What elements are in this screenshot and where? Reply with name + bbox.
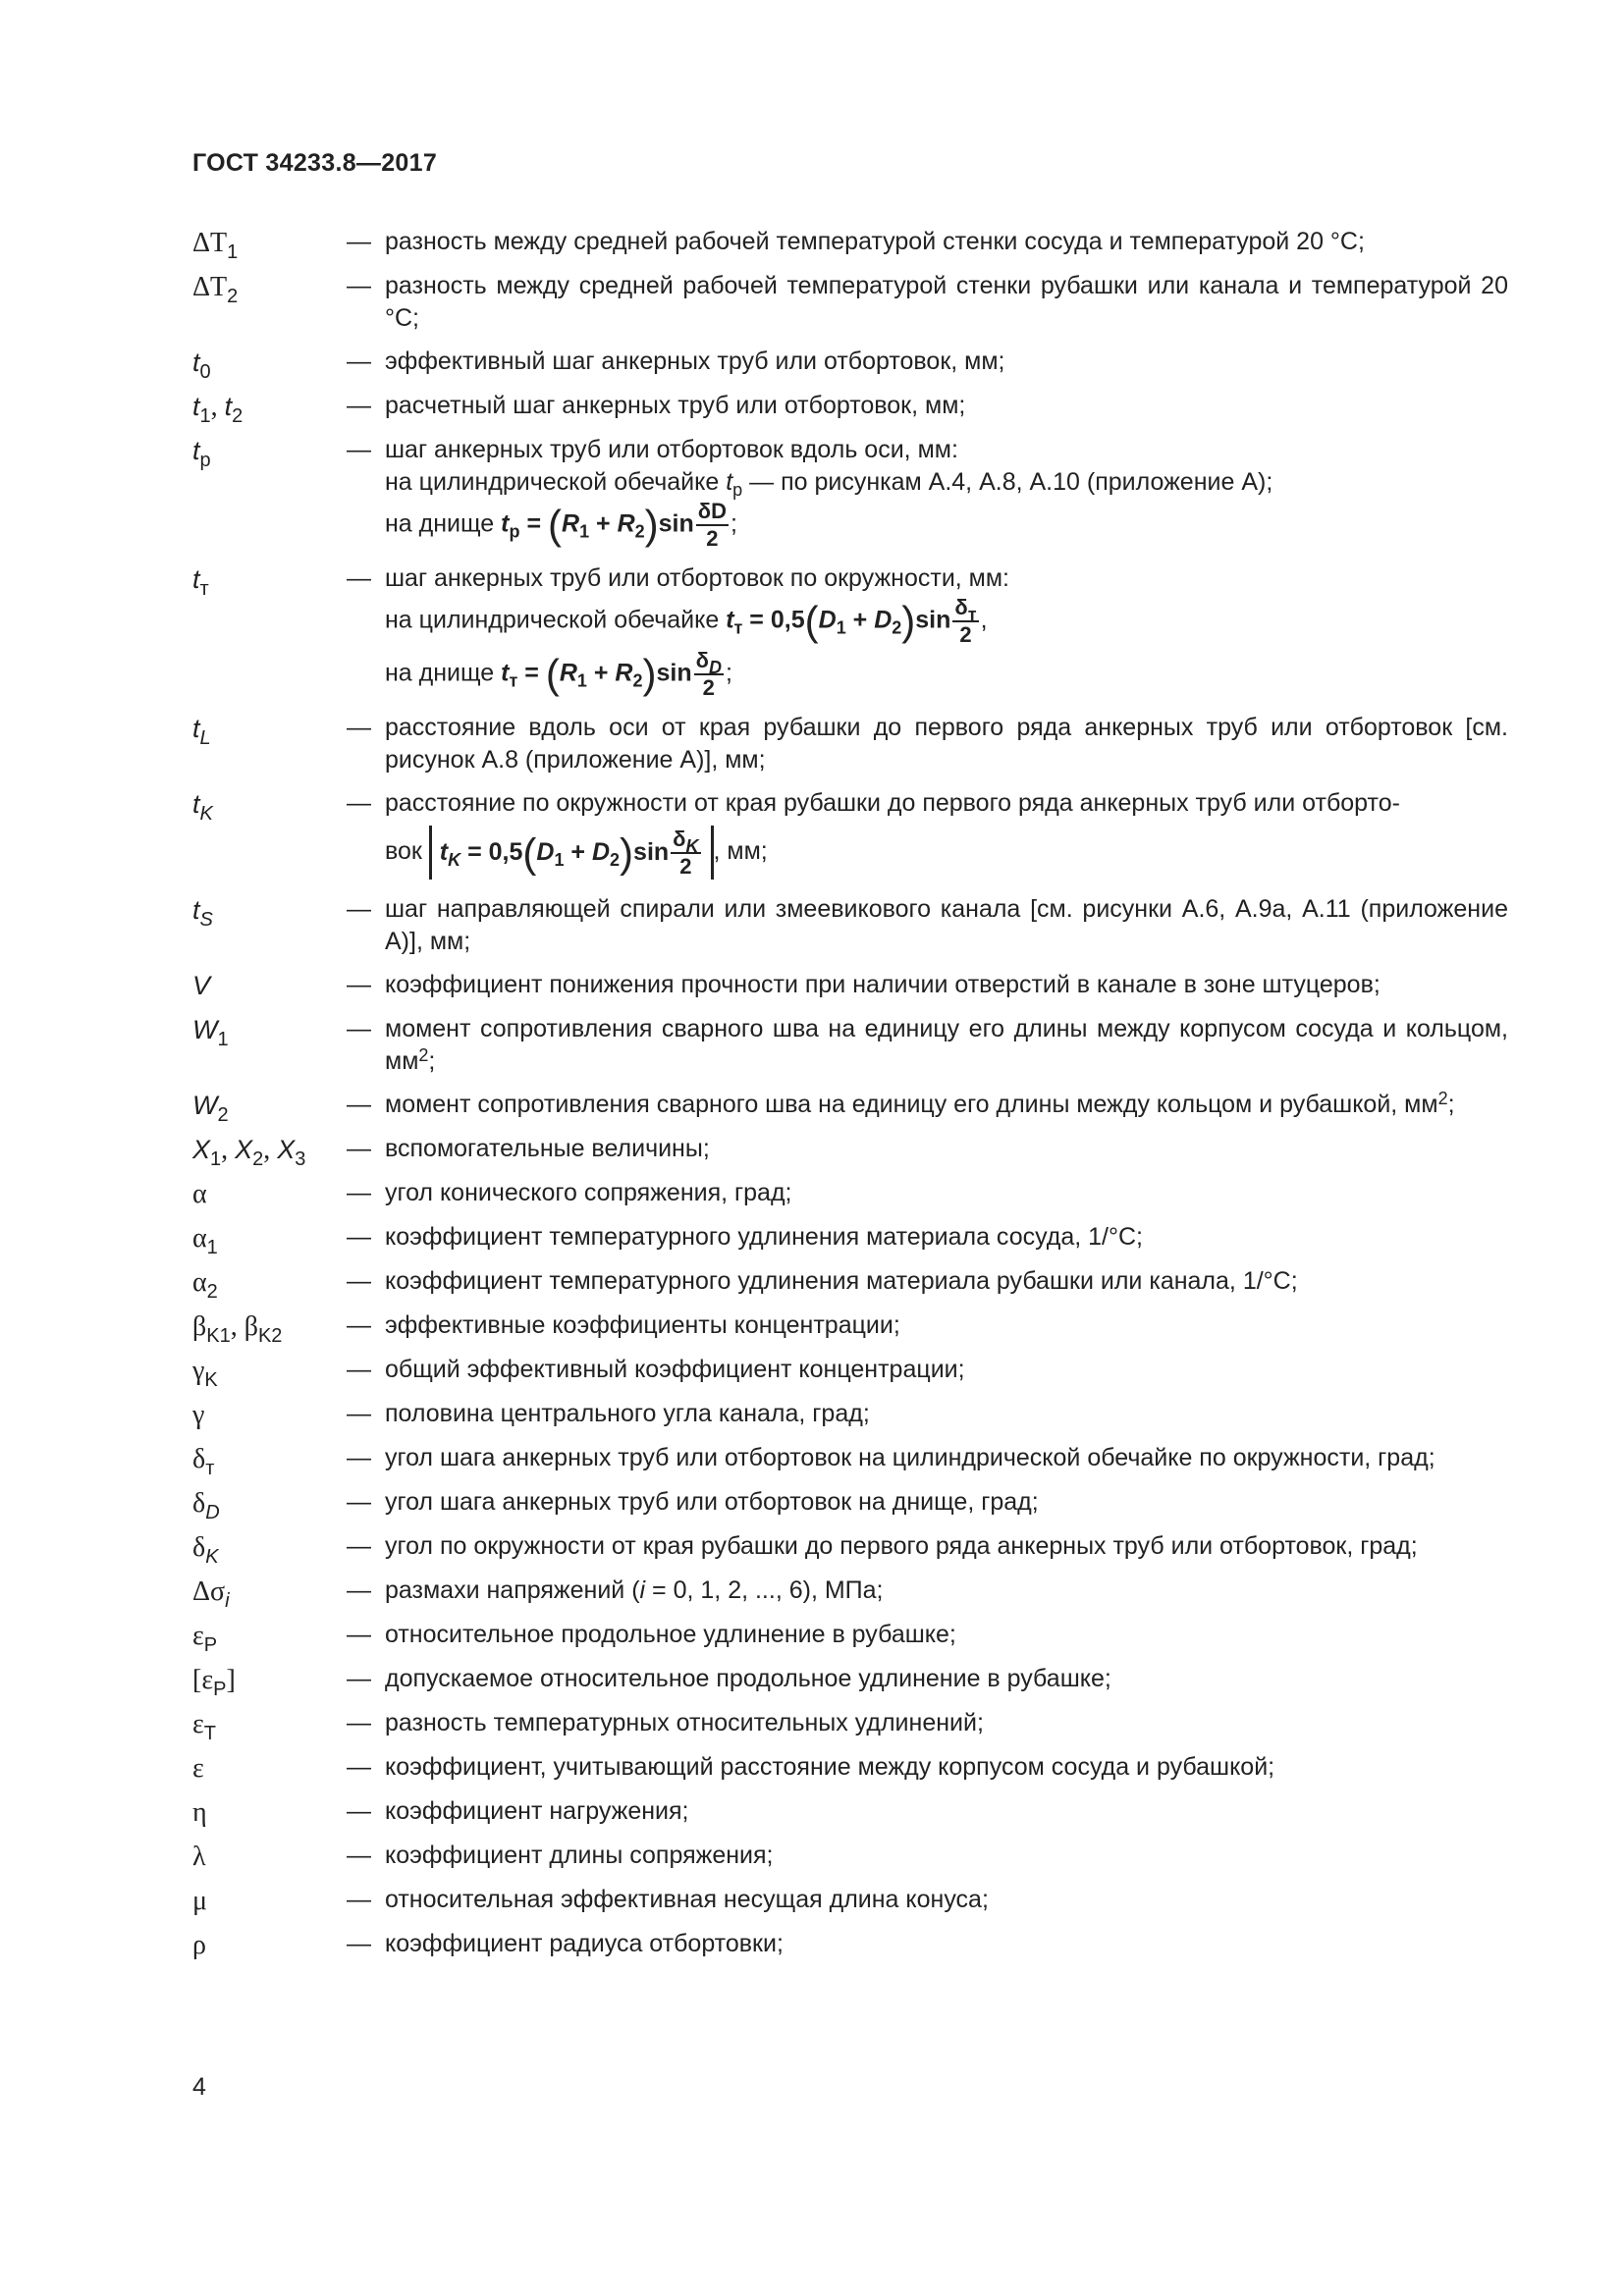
definition-row [192,1663,1508,1700]
definition-text: угол по окружности от края рубашки до первого ряда анкерных труб или отбортовок, град; [385,1532,1418,1560]
definition-symbol: $\alpha_1$ [192,1223,218,1258]
definition-row [192,1013,1508,1078]
definition-row [192,434,1508,552]
definition-row [192,1177,1508,1210]
definition-text: угол шага анкерных труб или отбортовок на днище, град; [385,1488,1039,1516]
definition-row [192,1133,1508,1170]
definition-text: половина центрального угла канала, град; [385,1400,870,1427]
definition-text: коэффициент температурного удлинения материала сосуда, 1/°С; [385,1223,1143,1251]
definition-row [192,1442,1508,1479]
definition-text: коэффициент, учитывающий расстояние между корпусом сосуда и рубашкой; [385,1753,1275,1781]
definition-symbol: $t_L$ [192,714,211,749]
dash: — [347,228,371,255]
definition-text: разность между средней рабочей температурой стенки сосуда и температурой 20 °С; [385,228,1365,255]
definition-row [192,1928,1508,1961]
definition-text: расчетный шаг анкерных труб или отбортовок, мм; [385,392,966,419]
definition-row [192,1707,1508,1744]
definition-text: расстояние по окружности от края рубашки до первого ряда анкерных труб или отборто- вок $t_K = 0,5(D_1 + D_2)\sin$ $\frac{\delta_K}{2}$ , мм; [385,789,1400,880]
definition-symbol: $\alpha_2$ [192,1267,218,1303]
definition-symbol: α [192,1179,207,1209]
dash: — [347,564,371,592]
dash: — [347,1356,371,1383]
definition-symbol: V [192,971,211,1000]
dash: — [347,789,371,817]
definition-symbol: $\delta_D$ [192,1488,220,1523]
definition-symbol: $t_K$ [192,789,213,825]
definition-symbol: $t_1$, $t_2$ [192,392,244,427]
definition-row [192,1265,1508,1303]
definition-row [192,1751,1508,1785]
definition-symbol: $W_2$ [192,1091,229,1126]
definition-row [192,390,1508,427]
formula: $t_т = 0,5(D_1 + D_2)\sin$ $\frac{\delta_т}{2}$ [726,595,977,647]
dash: — [347,971,371,998]
definition-text: коэффициент нагружения; [385,1797,689,1825]
definition-symbol: $t_S$ [192,895,213,931]
definition-row [192,562,1508,701]
definition-row [192,1221,1508,1258]
definition-symbol: λ [192,1842,206,1872]
definition-symbol: $\varepsilon_T$ [192,1709,216,1744]
dash: — [347,1179,371,1206]
definition-symbol: $t_0$ [192,347,211,383]
definition-text: коэффициент длины сопряжения; [385,1842,774,1869]
definition-row [192,1309,1508,1347]
definition-text: относительная эффективная несущая длина конуса; [385,1886,989,1913]
definition-row [192,893,1508,958]
definition-text: расстояние вдоль оси от края рубашки до первого ряда анкерных труб или отбортовок [см. рисунок А.8 (приложение А)], мм; [385,714,1508,774]
definition-symbol: $\Delta T_1$ [192,228,239,263]
dash: — [347,1223,371,1251]
formula: $t_т = (R_1 + R_2)\sin$ $\frac{\delta_D}{2}$ [501,648,722,700]
dash: — [347,1400,371,1427]
definition-text: коэффициент понижения прочности при наличии отверстий в канале в зоне штуцеров; [385,971,1380,998]
definition-symbol: $\beta_{K1}$, $\beta_{K2}$ [192,1311,283,1347]
definition-text: относительное продольное удлинение в рубашке; [385,1621,956,1648]
definition-text: разность между средней рабочей температурой стенки рубашки или канала и температурой 20 °С; [385,272,1508,332]
definition-text: коэффициент температурного удлинения материала рубашки или канала, 1/°С; [385,1267,1298,1295]
definition-text: момент сопротивления сварного шва на единицу его длины между корпусом сосуда и кольцом, $мм^2$; [385,1015,1508,1075]
definition-row [192,226,1508,263]
definition-symbol: ρ [192,1930,206,1960]
dash: — [347,1842,371,1869]
definition-row [192,1354,1508,1391]
definition-symbol: $\delta_K$ [192,1532,219,1568]
definition-text: разность температурных относительных удлинений; [385,1709,984,1736]
definition-row [192,1398,1508,1431]
definition-text: шаг направляющей спирали или змеевикового канала [см. рисунки А.6, А.9а, А.11 (приложение А)], мм; [385,895,1508,955]
definition-text: коэффициент радиуса отбортовки; [385,1930,784,1957]
definition-row [192,969,1508,1002]
definition-symbol: $\delta_т$ [192,1444,215,1479]
dash: — [347,1753,371,1781]
definition-text: шаг анкерных труб или отбортовок по окружности, мм: на цилиндрической обечайке $t_т = 0,5(D_1 + D_2)\sin$ $\frac{\delta_т}{2}$ , на днище $t_т = (R_1 + R_2)\sin$ $\frac{\delta_D}{2}$ ; [385,564,1009,700]
definition-symbol: $\varepsilon_P$ [192,1621,218,1656]
definition-text: эффективные коэффициенты концентрации; [385,1311,900,1339]
dash: — [347,1886,371,1913]
dash: — [347,1930,371,1957]
definition-text: угол шага анкерных труб или отбортовок на цилиндрической обечайке по окружности, град; [385,1444,1435,1471]
dash: — [347,1532,371,1560]
definition-symbol: $\Delta\sigma_i$ [192,1576,230,1612]
definition-text: общий эффективный коэффициент концентрации; [385,1356,965,1383]
dash: — [347,347,371,375]
definition-text: допускаемое относительное продольное удлинение в рубашке; [385,1665,1111,1692]
dash: — [347,895,371,923]
dash: — [347,1135,371,1162]
definition-symbol: $W_1$ [192,1015,229,1050]
dash: — [347,1621,371,1648]
definition-row [192,1795,1508,1829]
definition-symbol: $\gamma_K$ [192,1356,218,1391]
dash: — [347,1015,371,1042]
definition-row [192,1486,1508,1523]
definition-symbol: $\Delta T_2$ [192,272,239,307]
dash: — [347,1488,371,1516]
formula: $t_p = (R_1 + R_2)\sin$ $\frac{\delta D}{2}$ [501,499,728,551]
definition-symbol: $t_т$ [192,564,209,600]
definition-row [192,1619,1508,1656]
page-header: ГОСТ 34233.8—2017 [192,149,438,177]
definition-symbol: γ [192,1400,205,1430]
dash: — [347,1311,371,1339]
dash: — [347,714,371,741]
dash: — [347,1444,371,1471]
dash: — [347,1576,371,1604]
dash: — [347,1091,371,1118]
definition-text: шаг анкерных труб или отбортовок вдоль оси, мм: на цилиндрической обечайке $t_p$ — по рисункам А.4, А.8, А.10 (приложение А); на днище $t_p = (R_1 + R_2)\sin$ $\frac{\delta D}{2}$ ; [385,436,1273,551]
dash: — [347,1709,371,1736]
definition-text: вспомогательные величины; [385,1135,710,1162]
definition-symbol: $t_p$ [192,436,211,471]
definition-row [192,1530,1508,1568]
definition-row [192,346,1508,383]
definitions-list [192,226,1508,1972]
dash: — [347,1665,371,1692]
definition-row [192,1840,1508,1873]
definition-row [192,270,1508,335]
definition-row [192,1575,1508,1612]
definition-text: момент сопротивления сварного шва на единицу его длины между кольцом и рубашкой, $мм^2$; [385,1089,1455,1118]
definition-row [192,787,1508,882]
definition-text: угол конического сопряжения, град; [385,1179,792,1206]
dash: — [347,436,371,463]
dash: — [347,392,371,419]
definition-row [192,1884,1508,1917]
dash: — [347,1797,371,1825]
dash: — [347,1267,371,1295]
definition-text: эффективный шаг анкерных труб или отбортовок, мм; [385,347,1005,375]
dash: — [347,272,371,299]
definition-symbol: μ [192,1886,208,1916]
definition-text: размахи напряжений (i = 0, 1, 2, ..., 6), МПа; [385,1576,884,1604]
definition-symbol: η [192,1797,207,1828]
definition-symbol: $[\varepsilon_P]$ [192,1665,236,1700]
definition-symbol: ε [192,1753,204,1784]
definition-row [192,1089,1508,1126]
page-number: 4 [192,2073,206,2101]
definition-symbol: $X_1$, $X_2$, $X_3$ [192,1135,306,1170]
definition-row [192,712,1508,776]
formula: $t_K = 0,5(D_1 + D_2)\sin$ $\frac{\delta_K}{2}$ [429,826,714,880]
